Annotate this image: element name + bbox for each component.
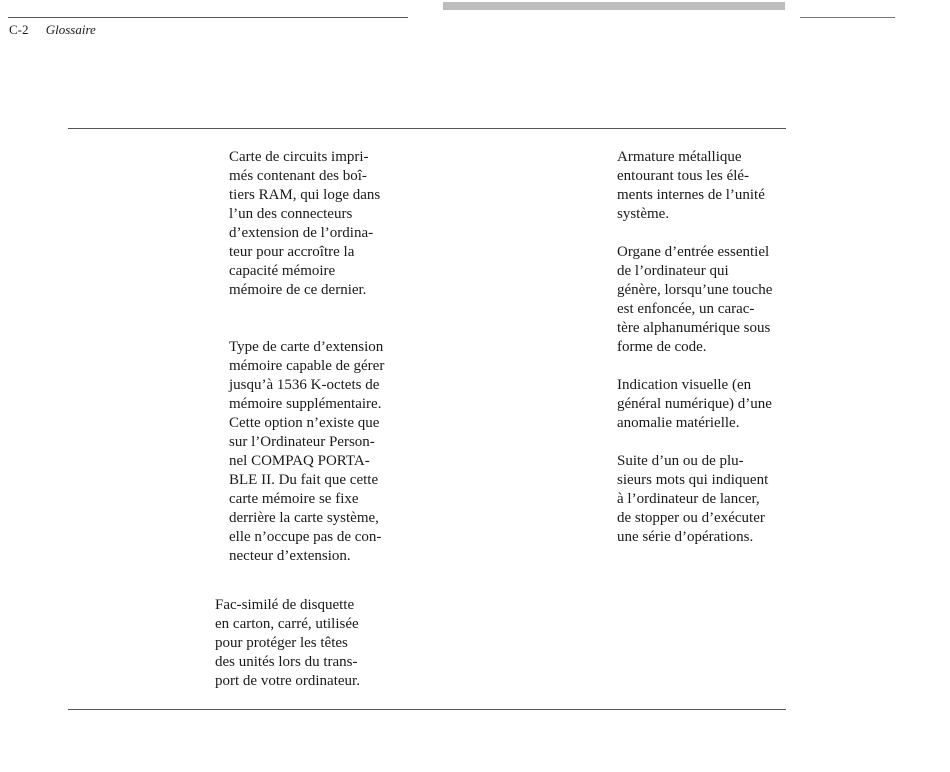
glossary-definition: Armature métallique entourant tous les élé- ments internes de l’unité système. [617,149,765,222]
glossary-definition: Fac-similé de disquette en carton, carré, utilisée pour protéger les têtes des unités lors du trans- port de votre ordinateur. [215,597,360,689]
header-bar [443,2,785,10]
section-title: Glossaire [45,22,96,37]
glossary-definition: Type de carte d’extension mémoire capable de gérer jusqu’à 1536 K-octets de mémoire supplémentaire. Cette option n’existe que sur l’Ordinateur Person- nel COMPAQ PORTA- BLE II. Du fait que cette carte mémoire se fixe derrière la carte système, elle n’occupe pas de con- necteur d’extension. [229,339,385,564]
header-rule-right [800,17,895,18]
section-rule-bottom [68,709,786,710]
page-header [9,22,96,38]
glossary-definition: Indication visuelle (en général numérique) d’une anomalie matérielle. [617,377,772,431]
section-rule-top [68,128,786,129]
glossary-definition: Suite d’un ou de plu- sieurs mots qui indiquent à l’ordinateur de lancer, de stopper ou d’exécuter une série d’opérations. [617,453,769,545]
glossary-definition: Carte de circuits impri- més contenant des boî- tiers RAM, qui loge dans l’un des connecteurs d’extension de l’ordina- teur pour accroître la capacité mémoire mémoire de ce dernier. [229,149,381,298]
glossary-definition: Organe d’entrée essentiel de l’ordinateur qui génère, lorsqu’une touche est enfoncée, un carac- tère alphanumérique sous forme de code. [617,244,773,355]
page-number: C-2 [9,22,29,37]
header-rule-left [8,17,408,18]
